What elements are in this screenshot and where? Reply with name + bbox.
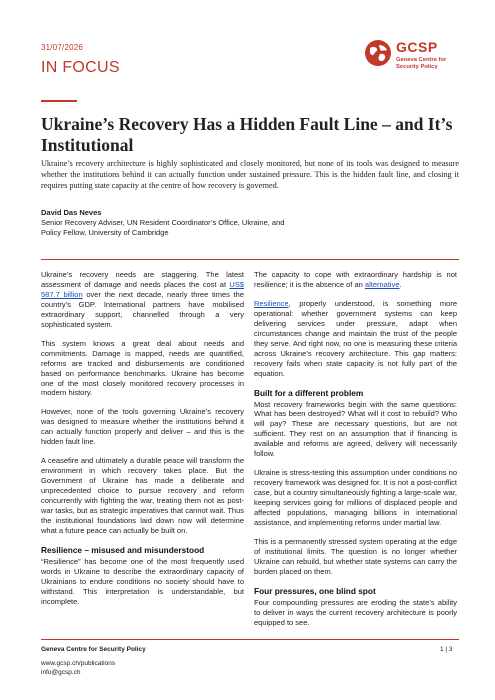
paragraph: “Resilience” has become one of the most frequently used words in Ukraine to describe the extraordinary capacity of Ukrainians to endure conditions no society should have to withstand. This interpretation is understandable, but incomplete.	[41, 556, 244, 606]
section-heading: Four pressures, one blind spot	[254, 585, 376, 596]
right-column	[254, 270, 457, 637]
divider	[41, 259, 459, 260]
globe-logo-icon	[364, 39, 392, 67]
article-title: Ukraine’s Recovery Has a Hidden Fault Line – and It’s Institutional	[41, 114, 453, 155]
page-number: 1 | 3	[440, 646, 453, 653]
paragraph: Ukraine’s recovery needs are staggering. The latest assessment of damage and needs places the cost at US$ 587.7 billion over the next decade, nearly three times the country’s GDP. International partners have mobilised extraordinary support, channelled through a very sophisticated system.	[41, 270, 245, 329]
cost-link[interactable]: US$ 587.7 billion	[41, 279, 244, 299]
alternative-link[interactable]: alternative	[364, 279, 400, 289]
article-lead: Ukraine’s recovery architecture is highly sophisticated and closely monitored, but none of its tools was designed to measure whether the institutions behind it can actually function under sustained pressure. This is the hidden fault line, and closing it requires putting state capacity at the centre of how recovery is governed.	[41, 159, 459, 190]
paragraph: However, none of the tools governing Ukraine’s recovery was designed to measure whether the institutions behind it can actually function properly and deliver – and this is the hidden fault line.	[41, 407, 244, 447]
section-heading: Built for a different problem	[254, 387, 364, 398]
gcsp-logo[interactable]	[364, 37, 459, 77]
left-column	[41, 270, 244, 616]
section-label: IN FOCUS	[41, 59, 120, 76]
footer-url[interactable]: www.gcsp.ch/publications	[41, 660, 116, 667]
logo-subtitle: Geneva Centre for Security Policy	[396, 57, 447, 71]
paragraph: Resilience, properly understood, is something more operational: whether government systems can keep delivering services under pressure, adapt when circumstances change and maintain the trust of the people they serve. And right now, no one is measuring these criteria across Ukraine’s recovery architecture. This gap matters: recovery fails when state capacity is not fully part of the equation.	[254, 298, 457, 378]
paragraph: Most recovery frameworks begin with the same questions: What has been destroyed? What will it cost to rebuild? Who will pay? These are necessary questions, but are not sufficient. They rest on an assumption that if financing is available and reforms are agreed, delivery will necessarily follow.	[254, 399, 457, 459]
section-heading: Resilience – misused and misunderstood	[41, 544, 205, 555]
author-name: David Das Neves	[41, 208, 102, 217]
author-role: Senior Recovery Adviser, UN Resident Coordinator’s Office, Ukraine, and Policy Fellow, University of Cambridge	[41, 218, 285, 237]
paragraph: The capacity to cope with extraordinary hardship is not resilience; it is the absence of an alternative.	[254, 270, 457, 289]
paragraph: This is a permanently stressed system operating at the edge of institutional limits. The question is no longer whether Ukraine can rebuild, but whether state systems can carry the burden placed on them.	[254, 536, 457, 576]
author-block	[41, 208, 301, 238]
footer-rule	[41, 639, 459, 640]
accent-rule	[41, 100, 77, 102]
paragraph: Ukraine is stress-testing this assumption under conditions no recovery framework was designed for. It is not a post-conflict case, but a country simultaneously fighting a large-scale war, keeping services going for millions of displaced people and affected populations, managing billions in international assistance, and implementing reforms under martial law.	[254, 468, 457, 528]
logo-name: GCSP	[396, 39, 438, 55]
footer-email[interactable]: info@gcsp.ch	[41, 669, 81, 676]
paragraph: A ceasefire and ultimately a durable peace will transform the environment in which recovery takes place. But the Government of Ukraine has made a deliberate and unprecedented choice to pursue recovery and reform concurrently with fighting the war, treating them not as post-war tasks, but as strategic imperatives that cannot wait. Thus the institutional foundations laid down now will determine what a future peace can actually be built on.	[41, 456, 244, 535]
footer-organisation: Geneva Centre for Security Policy	[41, 646, 146, 653]
paragraph: This system knows a great deal about needs and commitments. Damage is mapped, needs are quantified, reforms are tracked and disbursements are conditioned based on performance benchmarks. Ukraine has become one of the most closely monitored recovery processes in modern history.	[41, 338, 244, 398]
publication-date: 31/07/2026	[41, 43, 84, 52]
resilience-link[interactable]: Resilience	[254, 298, 289, 308]
paragraph: Four compounding pressures are eroding the state’s ability to deliver in ways the current recovery architecture is poorly equipped to see.	[254, 597, 457, 627]
